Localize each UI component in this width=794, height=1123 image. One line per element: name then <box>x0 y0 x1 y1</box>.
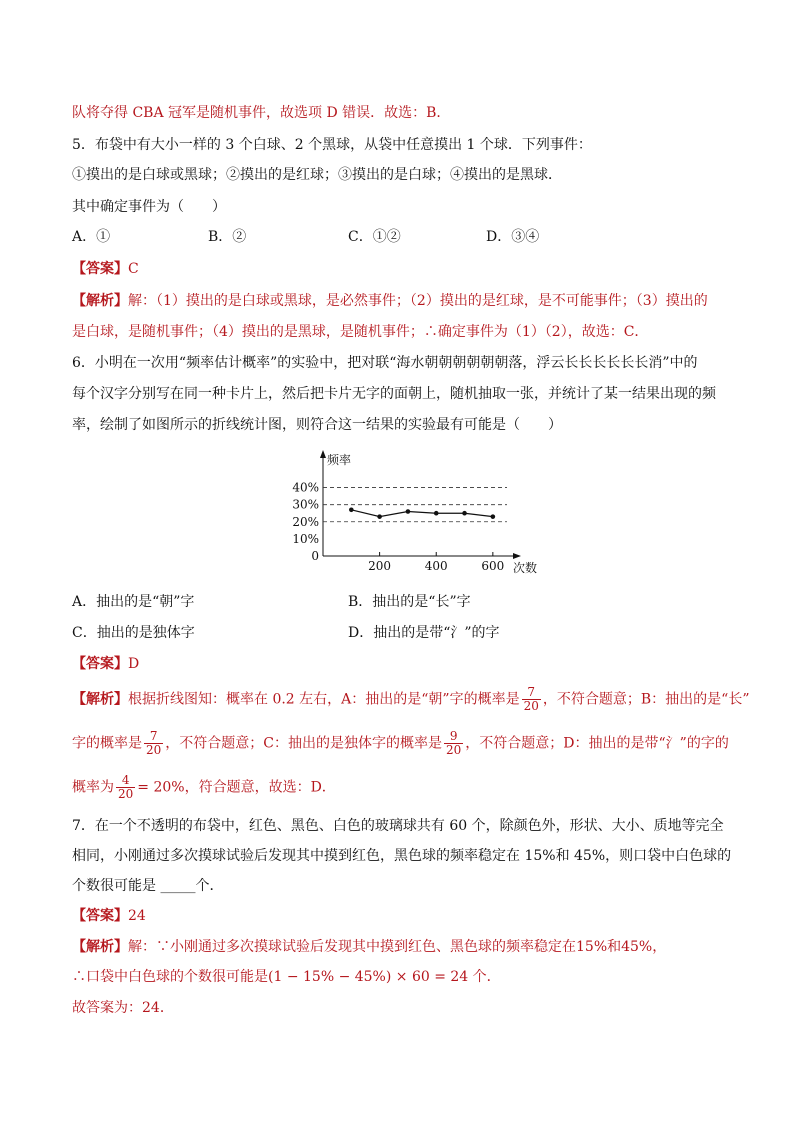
answer-tag: 【答案】 <box>72 908 128 924</box>
y-axis-label: 频率 <box>327 453 352 467</box>
y-tick-label: 30% <box>292 497 319 512</box>
answer-value: D <box>128 656 140 672</box>
q6-option-b: B．抽出的是“长”字 <box>348 594 471 610</box>
explanation-text: ，不符合题意；B：抽出的是“长” <box>542 691 750 708</box>
explanation-tag: 【解析】 <box>72 691 128 708</box>
answer-value: 24 <box>128 908 146 924</box>
x-tick-label: 200 <box>368 559 392 573</box>
q5-option-d: D．③④ <box>486 229 540 245</box>
explanation-text: ，不符合题意；D：抽出的是带“氵”的字的 <box>465 735 729 752</box>
explanation-tag: 【解析】 <box>72 939 128 955</box>
fraction-9-20: $\frac{9}{20}$ <box>446 729 462 757</box>
q7-explanation-1 <box>72 938 666 956</box>
q7-stem-3: 个数很可能是 _____个． <box>72 878 224 894</box>
explanation-text: = 20%，符合题意，故选：D． <box>137 779 336 796</box>
q5-stem: 5．布袋中有大小一样的 3 个白球、2 个黑球，从袋中任意摸出 1 个球．下列事件： <box>72 137 592 153</box>
answer-tag: 【答案】 <box>72 261 128 277</box>
x-tick-label: 400 <box>424 559 448 573</box>
x-axis-arrow <box>513 553 521 559</box>
y-axis-arrow <box>320 450 326 458</box>
explanation-tag: 【解析】 <box>72 293 128 309</box>
answer-tag: 【答案】 <box>72 656 128 672</box>
y-tick-label: 10% <box>292 531 319 546</box>
explanation-text: 概率为 <box>72 779 114 796</box>
q6-stem-3: 率，绘制了如图所示的折线统计图，则符合这一结果的实验最有可能是（ ） <box>72 417 562 433</box>
q6-stem-1: 6．小明在一次用“频率估计概率”的实验中，把对联“海水朝朝朝朝朝朝落，浮云长长长长长长消”中的 <box>72 355 698 371</box>
explanation-text: ，不符合题意；C：抽出的是独体字的概率是 <box>165 735 442 752</box>
q5-explanation-2: 是白球，是随机事件；（4）摸出的是黑球，是随机事件；∴确定事件为（1）（2），故选：C． <box>72 324 649 340</box>
x-axis-label: 次数 <box>513 561 538 575</box>
frequency-line-chart <box>280 444 538 579</box>
q6-option-c: C．抽出的是独体字 <box>72 625 195 641</box>
y-tick-label: 20% <box>292 514 319 529</box>
fraction-4-20: $\frac{4}{20}$ <box>118 773 134 801</box>
q7-stem-1: 7．在一个不透明的布袋中，红色、黑色、白色的玻璃球共有 60 个，除颜色外，形状、大小、质地等完全 <box>72 818 724 834</box>
data-point <box>434 511 439 516</box>
x-tick-label: 600 <box>481 559 505 573</box>
q5-option-a: A．① <box>72 229 111 245</box>
data-point <box>406 509 411 514</box>
prev-answer-tail: 队将夺得 CBA 冠军是随机事件，故选项 D 错误．故选：B． <box>72 105 451 121</box>
y-tick-label: 0 <box>311 549 319 563</box>
q7-explanation-3: 故答案为：24． <box>72 1000 174 1016</box>
q5-answer <box>72 260 139 278</box>
q7-answer <box>72 907 146 925</box>
data-point <box>462 511 467 516</box>
data-point <box>377 514 382 519</box>
q5-explanation-1 <box>72 292 708 310</box>
q6-explanation-3 <box>72 774 336 801</box>
q7-stem-2: 相同，小刚通过多次摸球试验后发现其中摸到红色，黑色球的频率稳定在 15%和 45%，则口袋中白色球的 <box>72 848 732 864</box>
data-point <box>349 508 354 513</box>
explanation-text: 解：（1）摸出的是白球或黑球，是必然事件；（2）摸出的是红球，是不可能事件；（3）摸出的 <box>128 293 708 309</box>
q5-question: 其中确定事件为（ ） <box>72 199 226 215</box>
fraction-7-20: $\frac{7}{20}$ <box>146 729 162 757</box>
q6-answer <box>72 655 139 673</box>
series-line <box>351 510 493 517</box>
explanation-text: 根据折线图知：概率在 0.2 左右，A：抽出的是“朝”字的概率是 <box>128 691 520 708</box>
q5-option-b: B．② <box>208 229 247 245</box>
q6-option-d: D．抽出的是带“氵”的字 <box>348 625 500 641</box>
explanation-text: 字的概率是 <box>72 735 142 752</box>
fraction-7-20: $\frac{7}{20}$ <box>523 685 539 713</box>
q6-option-a: A．抽出的是“朝”字 <box>72 594 195 610</box>
answer-value: C <box>128 261 139 277</box>
q5-events: ①摸出的是白球或黑球；②摸出的是红球；③摸出的是白球；④摸出的是黑球． <box>72 167 562 183</box>
y-tick-label: 40% <box>292 480 319 495</box>
q7-explanation-2: ∴口袋中白色球的个数很可能是(1 − 15% − 45%) × 60 = 24 个． <box>72 969 501 985</box>
q6-stem-2: 每个汉字分别写在同一种卡片上，然后把卡片无字的面朝上，随机抽取一张，并统计了某一结果出现的频 <box>72 386 716 402</box>
q6-explanation-1 <box>72 686 749 713</box>
q6-explanation-2 <box>72 730 729 757</box>
data-point <box>491 514 496 519</box>
q5-option-c: C．①② <box>348 229 401 245</box>
explanation-text: 解：∵小刚通过多次摸球试验后发现其中摸到红色、黑色球的频率稳定在15%和45%， <box>128 939 667 955</box>
